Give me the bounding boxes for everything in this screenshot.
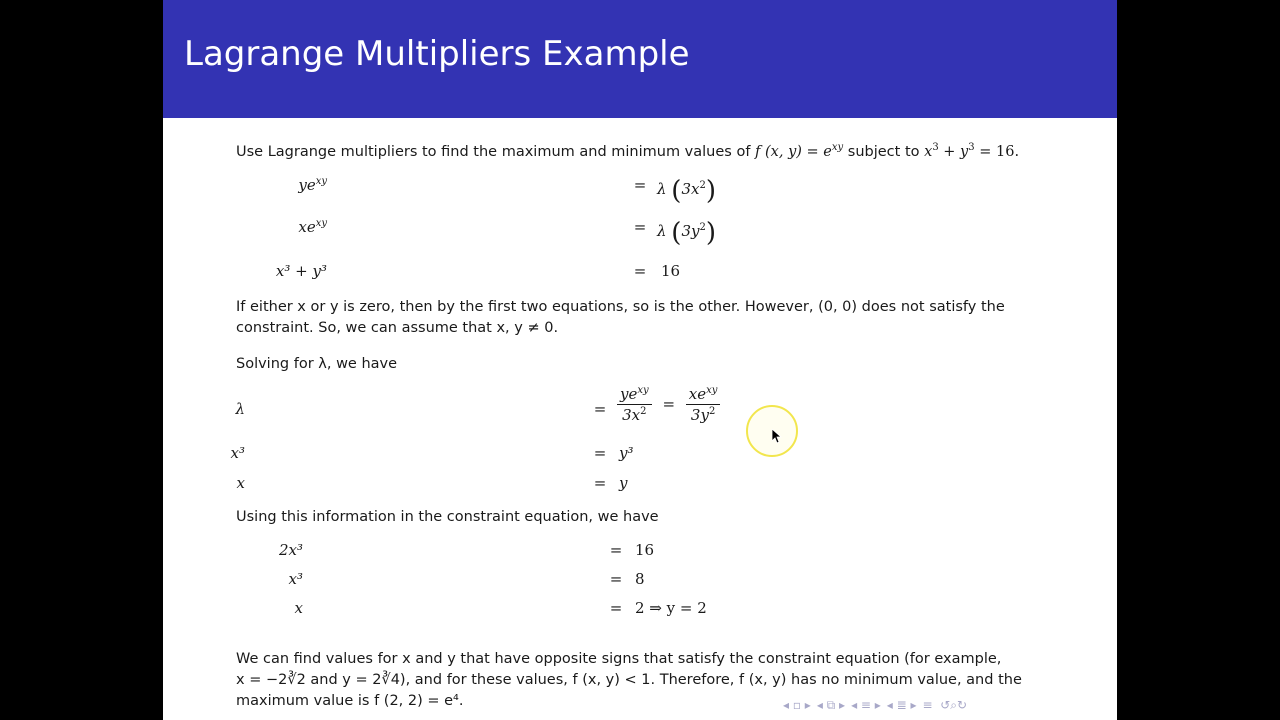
- eq-rhs: 16: [635, 541, 655, 559]
- nav-section-icon[interactable]: ◂ ≡ ▸: [851, 698, 881, 712]
- eq-rhs-inner: 3x: [681, 180, 700, 198]
- eq-lhs: ye: [298, 176, 316, 194]
- slide-title: Lagrange Multipliers Example: [184, 34, 690, 74]
- nav-subsection-icon[interactable]: ◂ ≣ ▸: [886, 698, 917, 712]
- constraint-y: + y: [938, 144, 969, 160]
- eq-lhs: x³ + y³: [275, 262, 327, 280]
- constraint-exp-1: 3: [932, 142, 939, 153]
- constraint-exp-2: 3: [968, 142, 975, 153]
- constraint-x: x: [924, 144, 933, 160]
- fraction-numerator-exp: xy: [706, 385, 718, 396]
- eq-rel: =: [633, 176, 647, 194]
- eq-lambda: λ: [235, 400, 245, 418]
- eq-rel: =: [593, 474, 607, 492]
- fraction-numerator: ye: [620, 385, 638, 403]
- equation-system-1: $ye^{xy}$ = λ $(3x^2)$ $xe^{xy}$ = λ $(3y^2)$ x³ + y³ = 16: [543, 176, 843, 286]
- intro-paragraph: [236, 142, 1056, 163]
- function-expression: f (x, y) = e: [755, 144, 832, 160]
- eq-lambda: λ: [657, 180, 667, 198]
- eq-rel: =: [609, 599, 623, 617]
- slide: [163, 0, 1117, 720]
- intro-text: Use Lagrange multipliers to find the maximum and minimum values of: [236, 144, 756, 160]
- eq-lhs-exp: xy: [315, 176, 327, 187]
- eq-rhs: y³: [619, 444, 634, 462]
- eq-rhs: y: [619, 474, 628, 492]
- eq-rhs-exp: 2: [699, 222, 706, 233]
- eq-lhs-exp: xy: [315, 218, 327, 229]
- intro-text-mid: subject to: [843, 144, 925, 160]
- eq-rel: =: [593, 400, 607, 418]
- equation-system-2: [230, 382, 883, 502]
- eq-rhs: 16: [661, 262, 681, 280]
- fraction-numerator: xe: [688, 385, 707, 403]
- fraction-denominator-exp: 2: [640, 406, 647, 417]
- paragraph-line: If either x or y is zero, then by the first two equations, so is the other. However, (0, 0) does not satisfy the: [236, 299, 1005, 315]
- fraction-numerator-exp: xy: [637, 385, 649, 396]
- paragraph-line: We can find values for x and y that have opposite signs that satisfy the constraint equation (for example,: [236, 651, 1002, 667]
- title-bar: [163, 0, 1117, 118]
- fraction-denominator: 3y: [690, 406, 709, 424]
- equation-system-3: [278, 541, 843, 631]
- eq-rhs-exp: 2: [699, 180, 706, 191]
- paragraph-line: maximum value is f (2, 2) = e⁴.: [236, 693, 464, 709]
- mouse-pointer-icon: [772, 429, 782, 443]
- nav-frame-icon[interactable]: ◂ ⧉ ▸: [816, 698, 846, 712]
- eq-rhs: 8: [635, 570, 645, 588]
- constraint-rhs: = 16.: [974, 144, 1020, 160]
- paragraph-zero-case: [236, 297, 1056, 339]
- eq-lhs: x: [294, 599, 303, 617]
- eq-lhs: 2x³: [278, 541, 303, 559]
- eq-lhs: xe: [298, 218, 316, 236]
- eq-rel: =: [609, 570, 623, 588]
- nav-first-icon[interactable]: ◂ ▫ ▸: [783, 698, 811, 712]
- paragraph-constraint: Using this information in the constraint equation, we have: [236, 509, 659, 525]
- eq-rel: =: [593, 444, 607, 462]
- eq-rhs: 2 ⇒ y = 2: [635, 599, 707, 617]
- eq-rel: =: [662, 394, 676, 413]
- eq-rel: =: [633, 218, 647, 236]
- fraction: [686, 384, 721, 425]
- eq-rel: =: [633, 262, 647, 280]
- eq-rel: =: [609, 541, 623, 559]
- beamer-navigation: [783, 698, 967, 714]
- fraction-denominator: 3x: [622, 406, 641, 424]
- paragraph-line: x = −2∛2 and y = 2∛4), and for these values, f (x, y) < 1. Therefore, f (x, y) has no minimum value, and the: [236, 672, 1022, 688]
- eq-lhs: x³: [288, 570, 303, 588]
- fraction: [617, 384, 652, 425]
- eq-lhs: x: [236, 474, 245, 492]
- nav-search-icon[interactable]: ≡ ↺⌕↻: [922, 698, 968, 712]
- eq-rhs-inner: 3y: [681, 222, 700, 240]
- paragraph-solving: Solving for λ, we have: [236, 356, 398, 372]
- fraction-denominator-exp: 2: [708, 406, 716, 417]
- eq-lhs: x³: [230, 444, 245, 462]
- paragraph-line: constraint. So, we can assume that x, y ≠ 0.: [236, 320, 559, 336]
- eq-lambda: λ: [657, 222, 667, 240]
- function-exponent: xy: [831, 142, 844, 153]
